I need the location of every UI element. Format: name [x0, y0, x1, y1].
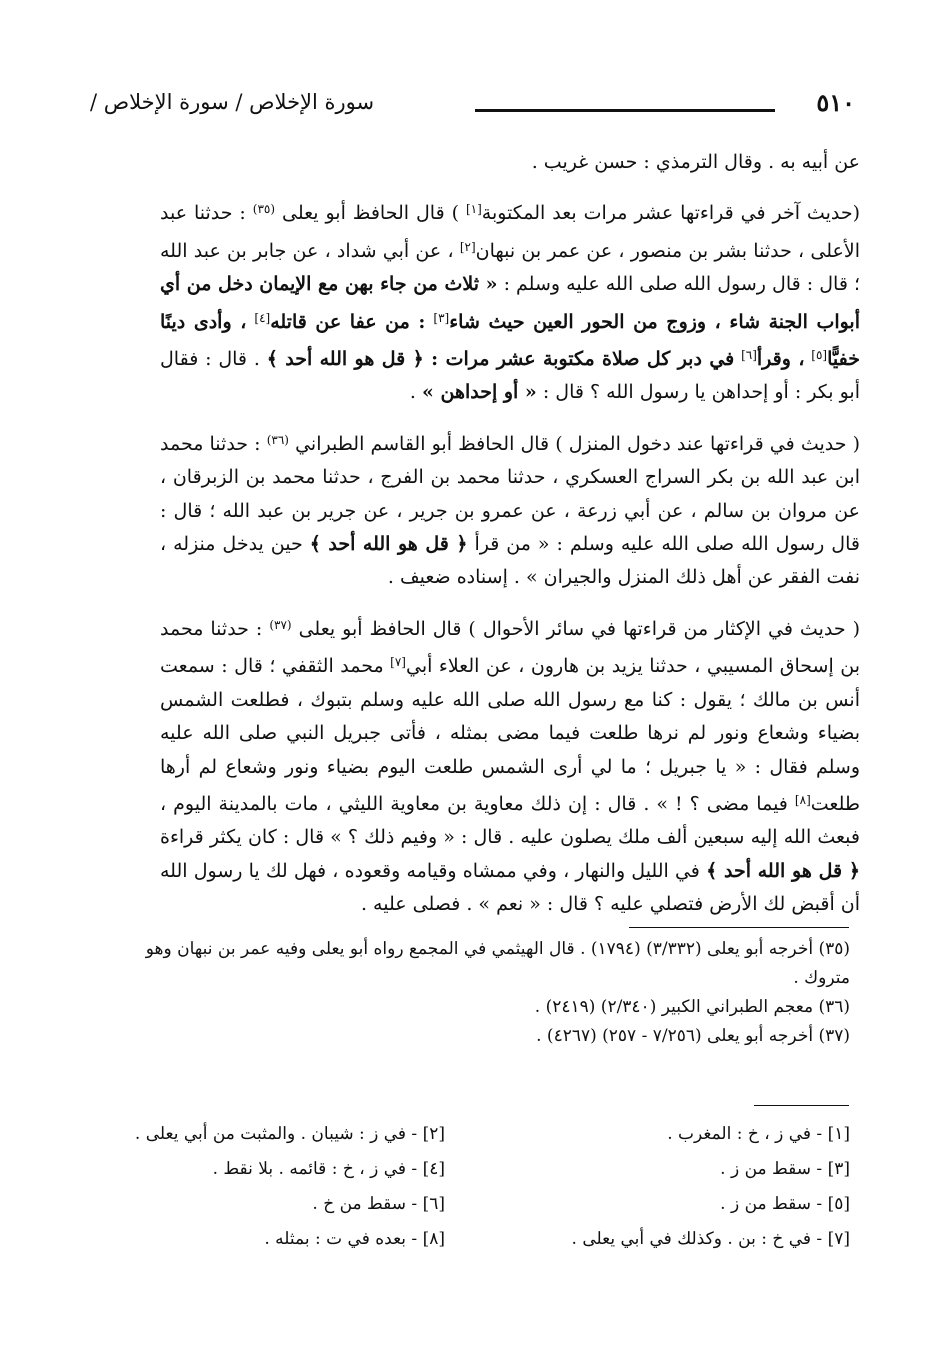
text-run: : حدثنا محمد بن إسحاق المسيبي ، حدثنا يزيد بن هارون ، عن العلاء أبي [160, 617, 860, 678]
footnote-35: (٣٥) أخرجه أبو يعلى (٣/٣٣٢) (١٧٩٤) . قال الهيثمي في المجمع رواه أبو يعلى وفيه عمر بن نبهان وهو متروك . [145, 939, 850, 988]
text-run: فيما مضى ؟ ! » . قال : إن ذلك معاوية بن معاوية الليثي ، مات بالمدينة اليوم ، فبعث الله إليه سبعين ألف ملك يصلون عليه . قال : « وفيم ذلك ؟ » قال : كان يكثر قراءة [160, 792, 860, 849]
paragraph-hadith-frequent-recitation [160, 609, 860, 922]
text-run: « من قرأ [474, 533, 550, 556]
text-run: (حديث آخر في قراءتها عشر مرات بعد المكتوبة [481, 202, 860, 225]
text-run: : حدثنا عبد الأعلى ، حدثنا بشر بن منصور ، عن عمر بن نبهان [160, 202, 860, 262]
paragraph-hadith-after-prayer [160, 193, 860, 409]
tahqiq-note-2: [٢] - في ز : شيبان . والمثبت من أبي يعلى . [134, 1124, 445, 1144]
tahqiq-ref-5: [٥] [811, 348, 828, 363]
quran-quote: ﴿ قل هو الله أحد ﴾ [309, 533, 468, 556]
tahqiq-note-3: [٣] - سقط من ز . [720, 1159, 850, 1179]
header-rule [475, 109, 775, 112]
text-run: : حدثنا محمد ابن عبد الله بن بكر السراج العسكري ، حدثنا محمد بن الفرج ، حدثنا محمد بن الزبرقان ، عن مروان بن سالم ، عن أبي زرعة ، عن عمرو بن جرير ، عن جرير بن عبد الله ؛ قال : قال رسول الله صلى الله عليه وسلم : [160, 432, 860, 556]
tahqiq-note-8: [٨] - بعده في ت : بمثله . [264, 1229, 445, 1249]
text-run: محمد الثقفي ؛ قال : سمعت أنس بن مالك ؛ يقول : كنا مع رسول الله صلى الله عليه وسلم بتبوك ، فطلعت الشمس بضياء وشعاع ونور لم نرها طلعت فيما مضى بمثله ، فأتى جبريل النبي صلى الله عليه وسلم فقال : « يا جبريل ؛ ما لي أرى الشمس طلعت اليوم بضياء ونور وشعاع لم أرها طلعت [160, 655, 860, 815]
text-run: . [409, 381, 416, 404]
tahqiq-ref-7: [٧] [390, 655, 406, 670]
hadith-text: ، وقرأ [756, 348, 805, 371]
tahqiq-ref-8: [٨] [794, 792, 811, 807]
tahqiq-note-4: [٤] - في ز ، خ : قائمه . بلا نقط . [212, 1159, 445, 1179]
footnotes [135, 935, 850, 1051]
quran-quote: ﴿ قل هو الله أحد ﴾ [706, 859, 860, 882]
text-run: . قال : فقال أبو بكر : أو إحداهن يا رسول الله ؟ قال : [160, 348, 860, 404]
text-run: حين يدخل منزله ، نفت الفقر عن أهل ذلك المنزل والجيران » [160, 533, 860, 589]
tahqiq-note-7: [٧] - في خ : بن . وكذلك في أبي يعلى . [571, 1229, 850, 1249]
footnote-ref-35: (٣٥) [252, 202, 276, 217]
paragraph-hadith-entering-home [160, 424, 860, 595]
page-header [90, 88, 855, 128]
text-run: ( حديث في قراءتها عند دخول المنزل ) قال الحافظ أبو القاسم الطبراني [295, 432, 861, 455]
footnote-ref-36: (٣٦) [266, 432, 289, 447]
tahqiq-note-6: [٦] - سقط من خ . [312, 1194, 445, 1214]
text-run: . إسناده ضعيف . [387, 566, 520, 589]
hadith-text: ، وأدى دينًا خفيًّا [160, 310, 860, 371]
paragraph-0-text: عن أبيه به . وقال الترمذي : حسن غريب . [531, 151, 860, 173]
running-title: سورة الإخلاص / سورة الإخلاص / [90, 90, 375, 114]
hadith-text: « أو إحداهن » [421, 381, 537, 404]
tahqiq-rule [754, 1105, 849, 1106]
tahqiq-note-1: [١] - في ز ، خ : المغرب . [667, 1124, 850, 1144]
tahqiq-notes [100, 1124, 850, 1254]
paragraph-0 [160, 146, 860, 179]
footnote-36: (٣٦) معجم الطبراني الكبير (٢/٣٤٠) (٢٤١٩) . [534, 997, 850, 1017]
footnote-rule [629, 927, 849, 928]
text-run: ) قال الحافظ أبو يعلى [281, 202, 459, 225]
tahqiq-ref-4: [٤] [254, 310, 271, 325]
footnote-ref-37: (٣٧) [269, 617, 292, 632]
tahqiq-note-5: [٥] - سقط من ز . [720, 1194, 850, 1214]
hadith-text: « ثلاث من جاء بهن مع الإيمان دخل من أي أبواب الجنة شاء ، وزوج من الحور العين حيث شاء [160, 273, 861, 333]
tahqiq-ref-6: [٦] [741, 348, 757, 363]
hadith-text: : من عفا عن قاتله [270, 310, 426, 333]
tahqiq-ref-1: [١] [465, 202, 482, 217]
page-number: ٥١٠ [816, 88, 855, 117]
text-run: ( حديث في الإكثار من قراءتها في سائر الأحوال ) قال الحافظ أبو يعلى [298, 617, 860, 640]
footnote-37: (٣٧) أخرجه أبو يعلى (٧/٢٥٦ - ٢٥٧) (٤٢٦٧) . [536, 1026, 850, 1046]
tahqiq-ref-3: [٣] [433, 310, 450, 325]
hadith-text: في دبر كل صلاة مكتوبة عشر مرات : ﴿ قل هو الله أحد ﴾ [266, 348, 735, 371]
text-run: في الليل والنهار ، وفي ممشاه وقيامه وقعوده ، فهل لك يا رسول الله أن أقبض لك الأرض فتصلي عليه ؟ قال : « نعم » . فصلى عليه . [160, 859, 860, 916]
main-text [160, 146, 860, 936]
tahqiq-ref-2: [٢] [459, 239, 476, 254]
text-run: ، عن أبي شداد ، عن جابر بن عبد الله ؛ قال : قال رسول الله صلى الله عليه وسلم : [160, 239, 860, 296]
